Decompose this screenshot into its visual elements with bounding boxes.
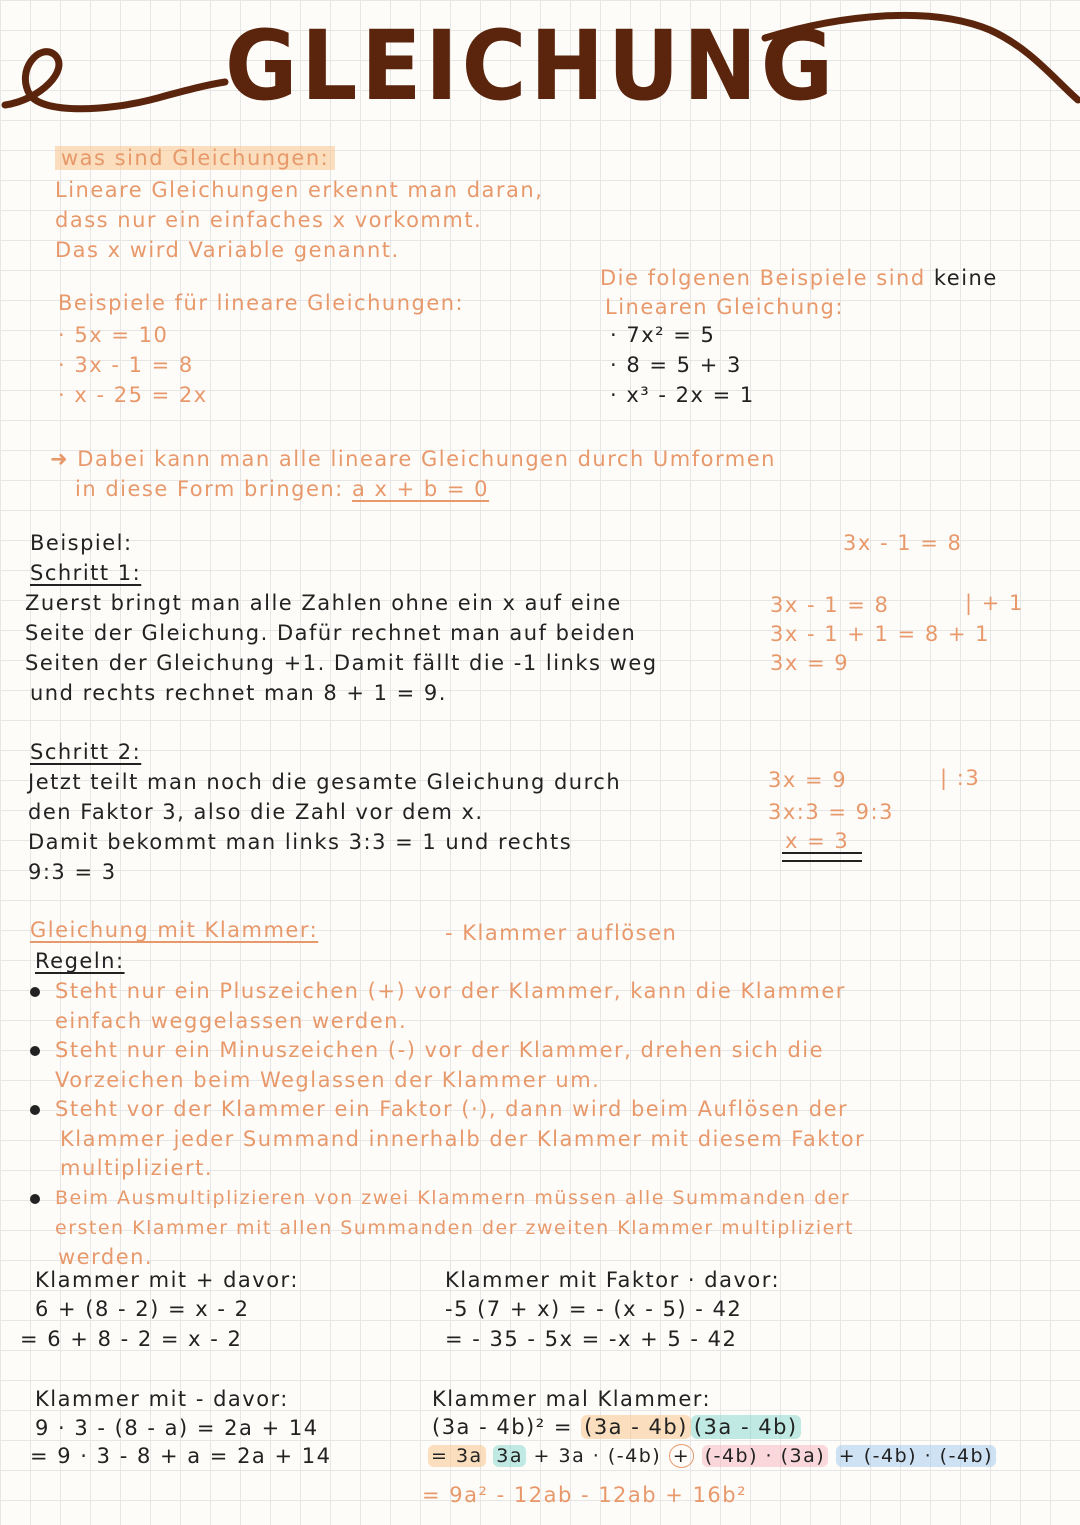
minus-example-line: 9 · 3 - (8 - a) = 2a + 14 [35,1416,319,1440]
step2-operation: | :3 [940,766,981,790]
example-item: · x - 25 = 2x [58,383,208,407]
step1-calc: 3x = 9 [770,651,850,675]
note-line-1: ➜ Dabei kann man alle lineare Gleichungen durch Umformen [50,447,776,471]
step2-line: 9:3 = 3 [28,860,117,884]
step2-line: den Faktor 3, also die Zahl vor dem x. [28,800,484,824]
rule-line: Steht vor der Klammer ein Faktor (·), dann wird beim Auflösen der [55,1097,849,1121]
brackets-subheading: - Klammer auflösen [445,921,678,945]
step1-line: Seite der Gleichung. Dafür rechnet man auf beiden [25,621,637,645]
example-item: · 5x = 10 [58,323,169,347]
step2-line: Jetzt teilt man noch die gesamte Gleichung durch [28,770,622,794]
step1-calc: 3x - 1 + 1 = 8 + 1 [770,622,990,646]
example-equation: 3x - 1 = 8 [843,531,963,555]
brackets-heading: Gleichung mit Klammer: [30,918,319,942]
title-swirl-left [0,10,230,120]
rule-line: Beim Ausmultiplizieren von zwei Klammern müssen alle Summanden der [55,1187,851,1209]
factor-example-line: = - 35 - 5x = -x + 5 - 42 [445,1327,738,1351]
rule-bullet [30,987,40,997]
rule-bullet [30,1105,40,1115]
minus-example-title: Klammer mit - davor: [35,1387,289,1411]
step1-heading: Schritt 1: [30,561,142,585]
rule-line: ersten Klammer mit allen Summanden der zweiten Klammer multipliziert [55,1217,855,1239]
rule-bullet [30,1046,40,1056]
intro-line-3: Das x wird Variable genannt. [55,238,400,262]
non-example-item: · 7x² = 5 [610,323,716,347]
title-swirl-right [760,0,1080,110]
example-item: · 3x - 1 = 8 [58,353,194,377]
step2-calc: 3x:3 = 9:3 [768,800,894,824]
examples-heading: Beispiele für lineare Gleichungen: [58,291,465,315]
step1-line: Seiten der Gleichung +1. Damit fällt die -1 links weg [25,651,658,675]
product-example-title: Klammer mal Klammer: [432,1387,712,1411]
step2-calc: 3x = 9 [768,768,848,792]
example-label: Beispiel: [30,531,133,555]
step1-operation: | + 1 [965,591,1024,615]
intro-heading: was sind Gleichungen: [55,143,335,173]
plus-example-line: 6 + (8 - 2) = x - 2 [35,1297,250,1321]
page-title: GLEICHUNG [225,10,837,122]
rule-line: Steht nur ein Pluszeichen (+) vor der Klammer, kann die Klammer [55,979,846,1003]
intro-line-1: Lineare Gleichungen erkennt man daran, [55,178,544,202]
plus-example-line: = 6 + 8 - 2 = x - 2 [20,1327,243,1351]
product-example-line-1: (3a - 4b)² = (3a - 4b) (3a - 4b) [432,1412,801,1442]
intro-line-2: dass nur ein einfaches x vorkommt. [55,208,483,232]
factor-example-title: Klammer mit Faktor · davor: [445,1268,781,1292]
step1-line: Zuerst bringt man alle Zahlen ohne ein x auf eine [25,591,622,615]
non-example-item: · x³ - 2x = 1 [610,383,755,407]
rule-line: einfach weggelassen werden. [55,1009,408,1033]
step1-calc: 3x - 1 = 8 [770,593,890,617]
step2-heading: Schritt 2: [30,740,142,764]
step2-line: Damit bekommt man links 3:3 = 1 und rechts [28,830,573,854]
result-double-underline [782,852,862,862]
rule-bullet [30,1194,40,1204]
product-example-line-2: = 3a 3a + 3a · (-4b) + (-4b) · (3a) + (-4b) · (-4b) [428,1441,996,1471]
rules-label: Regeln: [35,949,125,973]
rule-line: multipliziert. [60,1156,213,1180]
rule-line: Klammer jeder Summand innerhalb der Klammer mit diesem Faktor [60,1127,866,1151]
rule-line: Vorzeichen beim Weglassen der Klammer um. [55,1068,601,1092]
rule-line: werden. [58,1245,154,1269]
minus-example-line: = 9 · 3 - 8 + a = 2a + 14 [30,1444,332,1468]
product-example-line-3: = 9a² - 12ab - 12ab + 16b² [422,1483,748,1507]
plus-example-title: Klammer mit + davor: [35,1268,299,1292]
step2-result: x = 3 [785,829,850,853]
rule-line: Steht nur ein Minuszeichen (-) vor der Klammer, drehen sich die [55,1038,825,1062]
factor-example-line: -5 (7 + x) = - (x - 5) - 42 [445,1297,743,1321]
non-example-item: · 8 = 5 + 3 [610,353,742,377]
note-line-2: in diese Form bringen: a x + b = 0 [75,477,490,501]
step1-line: und rechts rechnet man 8 + 1 = 9. [30,681,447,705]
non-examples-heading: Die folgenen Beispiele sind keine [600,266,998,290]
non-examples-heading-2: Linearen Gleichung: [605,295,844,319]
